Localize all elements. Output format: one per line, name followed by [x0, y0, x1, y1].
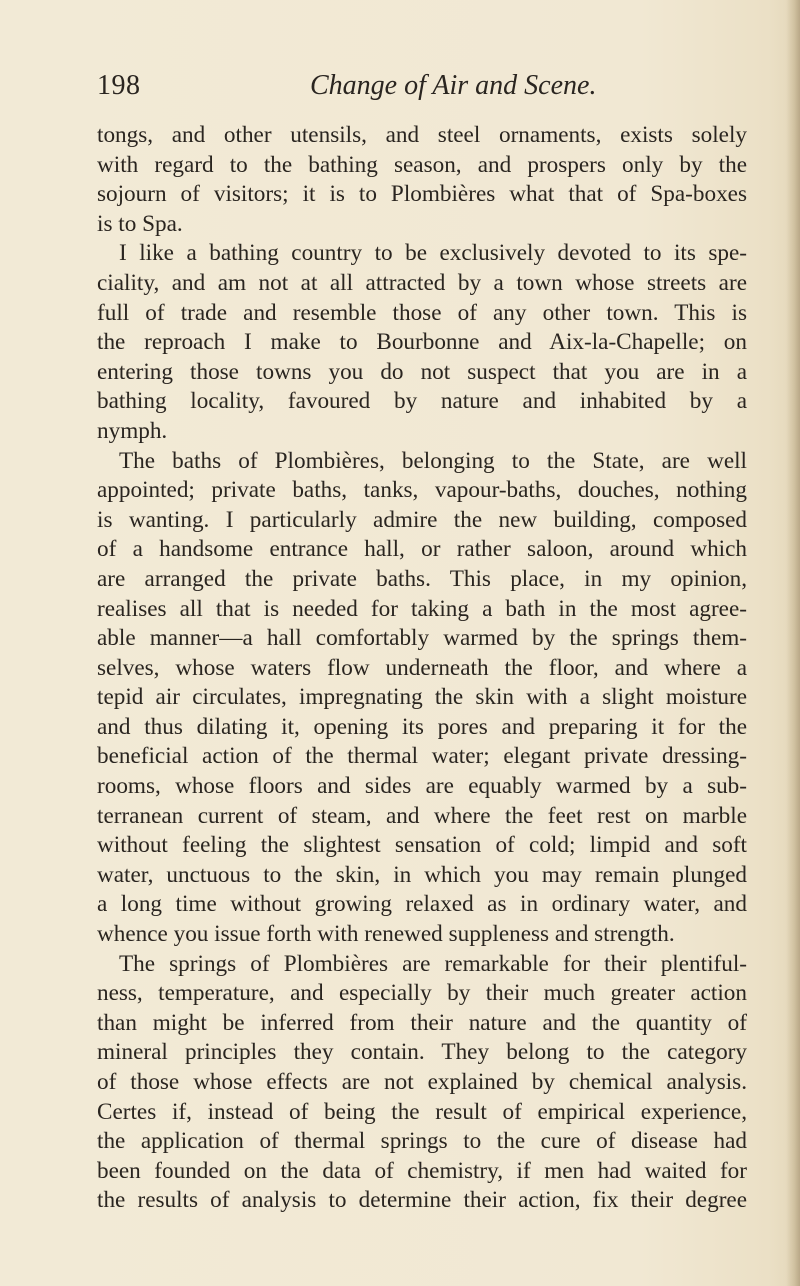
text-line: than might be inferred from their nature and the quantity of — [97, 1009, 747, 1036]
text-line: and thus dilating it, opening its pores and preparing it for the — [97, 713, 747, 740]
text-line: realises all that is needed for taking a bath in the most agree- — [97, 595, 747, 622]
text-line: is to Spa. — [97, 210, 183, 237]
text-line: is wanting. I particularly admire the new building, composed — [97, 506, 747, 533]
text-line: the reproach I make to Bourbonne and Aix-la-Chapelle; on — [97, 329, 747, 356]
text-line: of a handsome entrance hall, or rather saloon, around which — [97, 536, 747, 563]
text-line: ciality, and am not at all attracted by a town whose streets are — [97, 269, 747, 296]
text-line: ness, temperature, and especially by their much greater action — [97, 980, 747, 1007]
body-text — [97, 121, 747, 1216]
text-line: appointed; private baths, tanks, vapour-baths, douches, nothing — [97, 477, 747, 504]
text-line: whence you issue forth with renewed suppleness and strength. — [97, 921, 675, 948]
page-number: 198 — [97, 70, 141, 101]
text-line: are arranged the private baths. This place, in my opinion, — [97, 565, 747, 592]
running-title: Change of Air and Scene. — [310, 70, 597, 101]
text-line: without feeling the slightest sensation of cold; limpid and soft — [97, 832, 747, 859]
text-line: of those whose effects are not explained by chemical analysis. — [97, 1069, 747, 1095]
text-line: rooms, whose floors and sides are equably warmed by a sub- — [97, 773, 747, 800]
text-line: terranean current of steam, and where the feet rest on marble — [97, 802, 747, 829]
text-line: beneficial action of the thermal water; elegant private dressing- — [97, 743, 747, 770]
text-line: with regard to the bathing season, and prospers only by the — [97, 151, 747, 178]
text-line: I like a bathing country to be exclusively devoted to its spe- — [119, 240, 747, 267]
text-line: mineral principles they contain. They belong to the category — [97, 1039, 747, 1066]
text-line: The springs of Plombières are remarkable for their plentiful- — [119, 950, 747, 977]
text-line: been founded on the data of chemistry, if men had waited for — [97, 1157, 747, 1184]
text-line: a long time without growing relaxed as in ordinary water, and — [97, 891, 747, 918]
page-header — [97, 70, 717, 110]
text-line: tepid air circulates, impregnating the skin with a slight moisture — [97, 684, 747, 711]
text-line: entering those towns you do not suspect that you are in a — [97, 358, 747, 385]
text-line: sojourn of visitors; it is to Plombières what that of Spa-boxes — [97, 181, 747, 208]
text-line: able manner—a hall comfortably warmed by the springs them- — [97, 625, 747, 652]
text-line: full of trade and resemble those of any other town. This is — [97, 299, 747, 326]
text-line: nymph. — [97, 417, 168, 444]
text-line: bathing locality, favoured by nature and inhabited by a — [97, 388, 747, 415]
text-line: The baths of Plombières, belonging to the State, are well — [119, 447, 747, 474]
page-edge-shadow — [786, 0, 800, 1286]
text-line: the application of thermal springs to the cure of disease had — [97, 1128, 747, 1155]
text-line: Certes if, instead of being the result of empirical experience, — [97, 1098, 747, 1125]
text-line: tongs, and other utensils, and steel ornaments, exists solely — [97, 122, 747, 148]
text-line: water, unctuous to the skin, in which you may remain plunged — [97, 861, 747, 888]
text-line: the results of analysis to determine their action, fix their degree — [97, 1187, 747, 1214]
text-line: selves, whose waters flow underneath the floor, and where a — [97, 654, 747, 681]
